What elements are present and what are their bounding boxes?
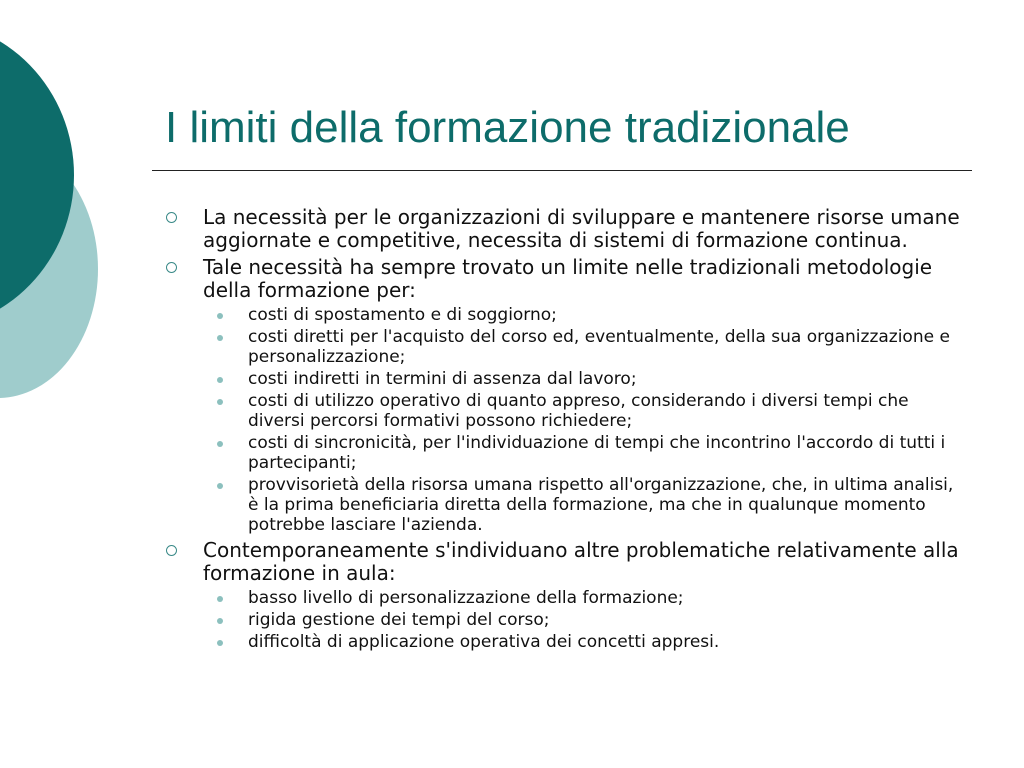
- dot-bullet-icon: [217, 483, 223, 489]
- sub-bullet-item: [160, 632, 960, 652]
- dot-bullet-icon: [217, 335, 223, 341]
- sub-bullet-list: [203, 588, 960, 652]
- slide-content: [160, 206, 960, 652]
- bullet-item: [160, 256, 960, 535]
- sub-bullet-text: basso livello di personalizzazione della formazione;: [248, 588, 684, 608]
- hollow-circle-bullet-icon: [166, 262, 177, 273]
- dot-bullet-icon: [217, 618, 223, 624]
- sub-bullet-item: [160, 433, 960, 473]
- sub-bullet-list: [203, 305, 960, 535]
- sub-bullet-item: [160, 327, 960, 367]
- hollow-circle-bullet-icon: [166, 212, 177, 223]
- bullet-text: La necessità per le organizzazioni di sviluppare e mantenere risorse umane aggiornate e competitive, necessita di sistemi di formazione continua.: [203, 205, 960, 252]
- sub-bullet-item: [160, 475, 960, 535]
- dot-bullet-icon: [217, 313, 223, 319]
- bullet-item: [160, 206, 960, 252]
- dot-bullet-icon: [217, 399, 223, 405]
- sub-bullet-text: provvisorietà della risorsa umana rispetto all'organizzazione, che, in ultima analisi, è la prima beneficiaria diretta della formazione, ma che in qualunque momento potrebbe lasciare l'azienda.: [248, 475, 954, 535]
- dot-bullet-icon: [217, 441, 223, 447]
- sub-bullet-item: [160, 369, 960, 389]
- dot-bullet-icon: [217, 640, 223, 646]
- title-divider: [152, 170, 972, 171]
- sub-bullet-text: costi di spostamento e di soggiorno;: [248, 305, 557, 325]
- bullet-text: Tale necessità ha sempre trovato un limite nelle tradizionali metodologie della formazione per:: [203, 255, 933, 302]
- sub-bullet-item: [160, 610, 960, 630]
- sub-bullet-item: [160, 588, 960, 608]
- sub-bullet-text: costi diretti per l'acquisto del corso ed, eventualmente, della sua organizzazione e personalizzazione;: [248, 327, 950, 367]
- bullet-text: Contemporaneamente s'individuano altre problematiche relativamente alla formazione in aula:: [203, 538, 959, 585]
- slide-title: I limiti della formazione tradizionale: [165, 103, 850, 152]
- sub-bullet-text: costi di utilizzo operativo di quanto appreso, considerando i diversi tempi che diversi percorsi formativi possono richiedere;: [248, 391, 909, 431]
- dot-bullet-icon: [217, 596, 223, 602]
- sub-bullet-text: difficoltà di applicazione operativa dei concetti appresi.: [248, 632, 720, 652]
- dot-bullet-icon: [217, 377, 223, 383]
- bullet-item: [160, 539, 960, 652]
- sub-bullet-item: [160, 391, 960, 431]
- sub-bullet-text: rigida gestione dei tempi del corso;: [248, 610, 550, 630]
- sub-bullet-text: costi di sincronicità, per l'individuazione di tempi che incontrino l'accordo di tutti i partecipanti;: [248, 433, 946, 473]
- sub-bullet-item: [160, 305, 960, 325]
- sub-bullet-text: costi indiretti in termini di assenza dal lavoro;: [248, 369, 637, 389]
- hollow-circle-bullet-icon: [166, 545, 177, 556]
